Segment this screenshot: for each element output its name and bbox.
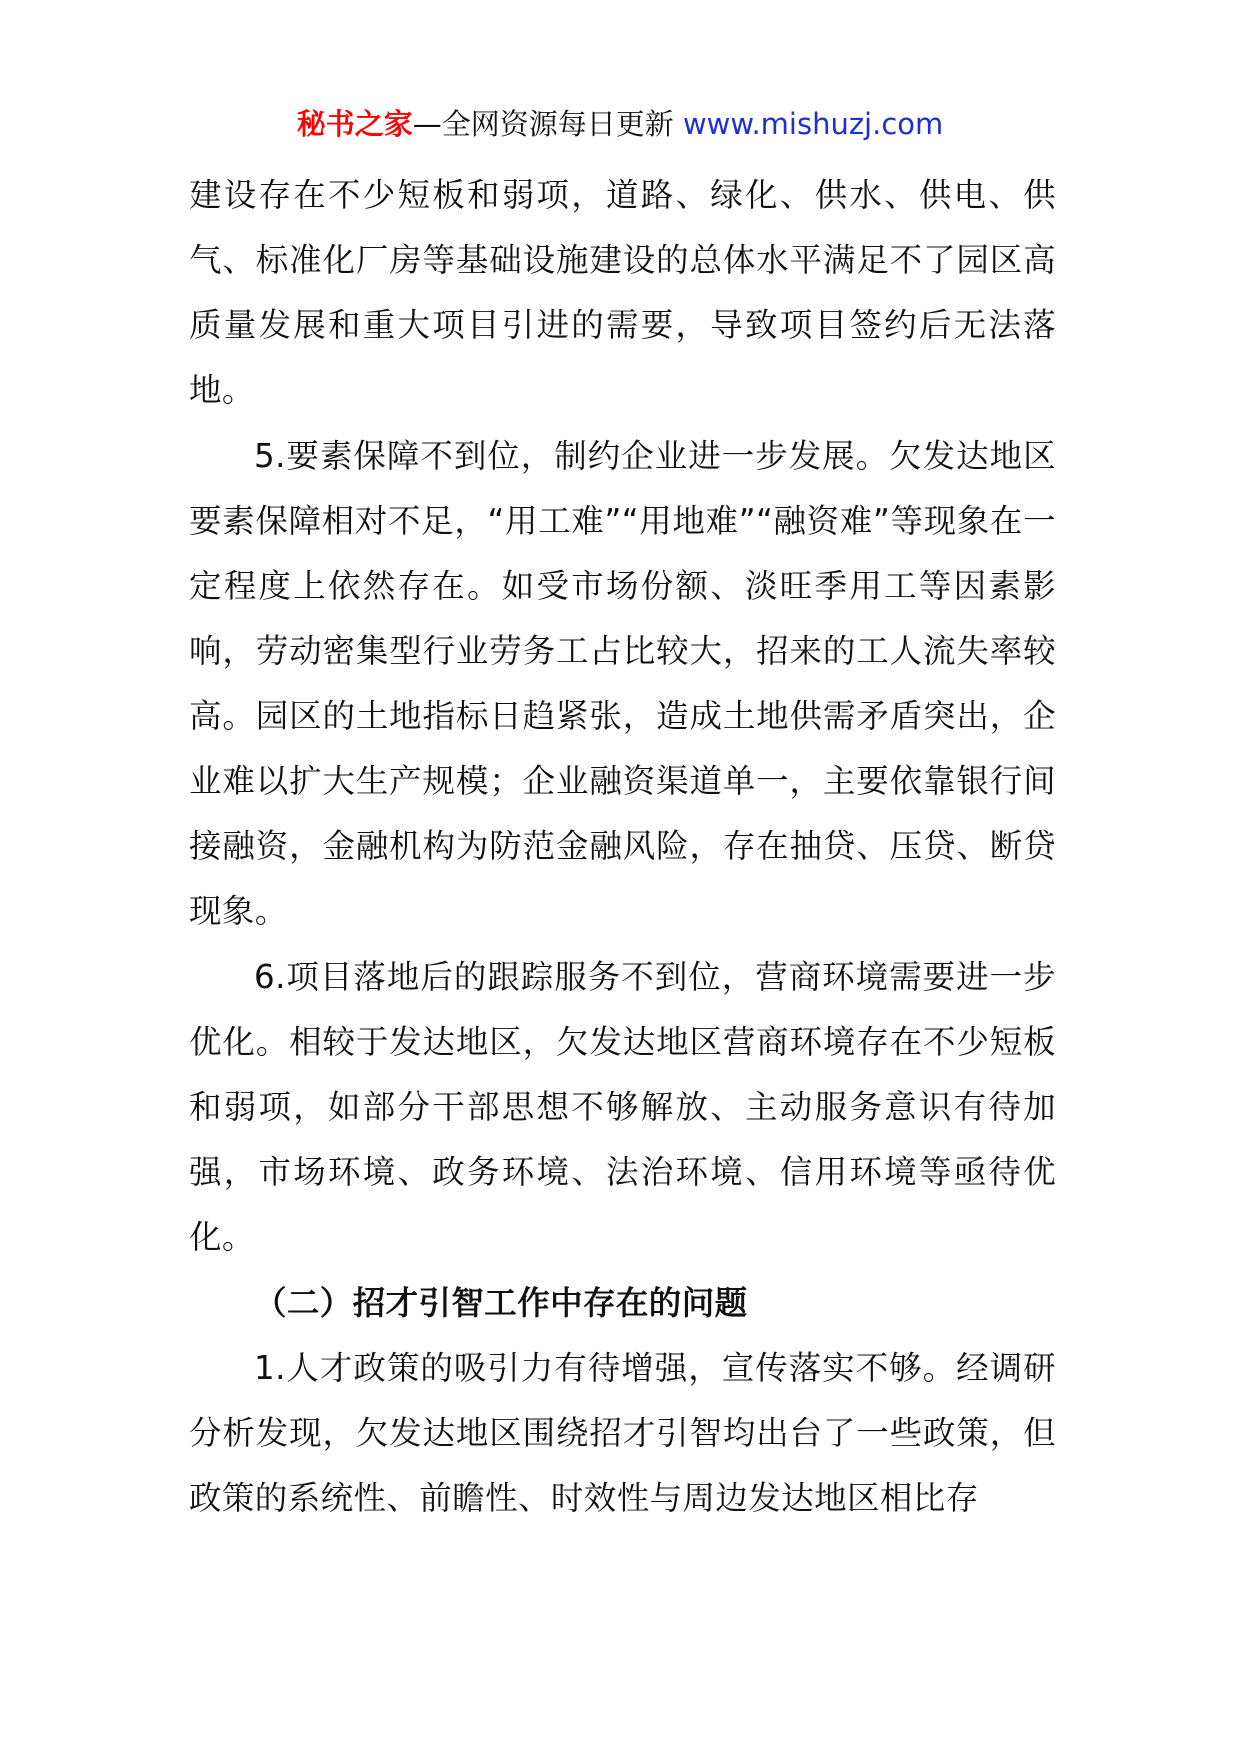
section-heading: （二）招才引智工作中存在的问题	[254, 1284, 748, 1322]
paragraph-item-1: 1.人才政策的吸引力有待增强，宣传落实不够。经调研分析发现，欠发达地区围绕招才引智均出台了一些政策，但政策的系统性、前瞻性、时效性与周边发达地区相比存	[189, 1349, 1056, 1517]
page-header	[0, 104, 1240, 144]
paragraph-item-6: 6.项目落地后的跟踪服务不到位，营商环境需要进一步优化。相较于发达地区，欠发达地区营商环境存在不少短板和弱项，如部分干部思想不够解放、主动服务意识有待加强，市场环境、政务环境、法治环境、信用环境等亟待优化。	[189, 958, 1056, 1256]
header-tagline: —全网资源每日更新	[412, 107, 674, 141]
header-url-link[interactable]: www.mishuzj.com	[682, 107, 944, 141]
header-brand: 秘书之家	[296, 107, 413, 141]
paragraph-continuation: 建设存在不少短板和弱项，道路、绿化、供水、供电、供气、标准化厂房等基础设施建设的总体水平满足不了园区高质量发展和重大项目引进的需要，导致项目签约后无法落地。	[189, 176, 1056, 409]
document-body	[189, 163, 1056, 1532]
paragraph-item-5: 5.要素保障不到位，制约企业进一步发展。欠发达地区要素保障相对不足，“用工难”“用地难”“融资难”等现象在一定程度上依然存在。如受市场份额、淡旺季用工等因素影响，劳动密集型行业劳务工占比较大，招来的工人流失率较高。园区的土地指标日趋紧张，造成土地供需矛盾突出，企业难以扩大生产规模；企业融资渠道单一，主要依靠银行间接融资，金融机构为防范金融风险，存在抽贷、压贷、断贷现象。	[189, 437, 1056, 930]
